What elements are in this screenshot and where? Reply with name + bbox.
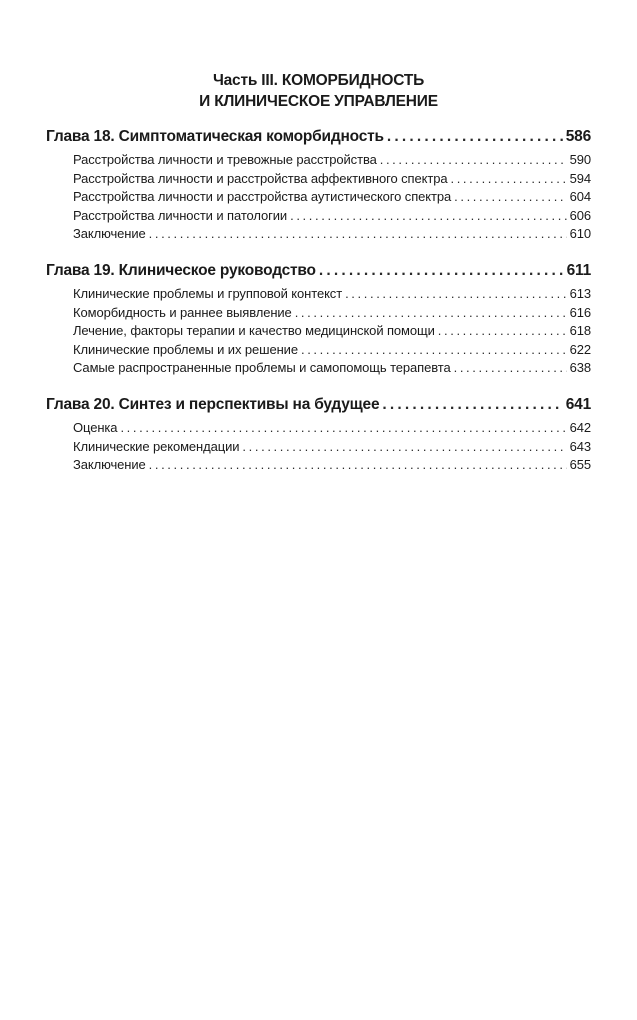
chapter-19 [46, 260, 591, 378]
chapter-heading [46, 394, 591, 416]
entry-page-number: 622 [569, 341, 591, 357]
chapter-page-number: 611 [566, 261, 591, 279]
entry-label: Расстройства личности и расстройства аутистического спектра [73, 189, 452, 205]
chapter-title: Глава 18. Симптоматическая коморбидность [46, 128, 384, 145]
entry-page-number: 642 [569, 419, 591, 435]
chapter-heading [46, 126, 591, 148]
entry-page-number: 616 [569, 304, 591, 320]
toc-entry [46, 322, 591, 341]
toc-entry [46, 419, 591, 438]
part-title-line-1: Часть III. КОМОРБИДНОСТЬ [212, 72, 425, 89]
dot-leader [454, 359, 567, 378]
entry-label: Расстройства личности и тревожные расстройства [73, 152, 377, 167]
entry-label: Расстройства личности и расстройства аффективного спектра [73, 170, 448, 186]
dot-leader [319, 260, 564, 282]
entry-label: Лечение, факторы терапии и качество медицинской помощи [73, 323, 435, 339]
entry-label: Заключение [73, 226, 146, 242]
chapter-page-number: 641 [565, 395, 591, 413]
toc-entry [46, 225, 591, 244]
toc-entry [46, 188, 591, 207]
toc-entry [46, 285, 591, 304]
toc-page [46, 70, 591, 491]
dot-leader [382, 394, 562, 416]
toc-entry [46, 207, 591, 226]
dot-leader [345, 285, 567, 304]
entry-label: Клинические проблемы и групповой контекст [73, 285, 343, 301]
entry-label: Заключение [73, 457, 146, 473]
part-title [46, 70, 591, 112]
toc-entry [46, 456, 591, 475]
toc-entry [46, 359, 591, 378]
entry-page-number: 594 [569, 170, 591, 186]
chapter-title: Глава 19. Клиническое руководство [46, 261, 316, 279]
entry-page-number: 590 [569, 152, 591, 167]
entry-page-number: 655 [569, 457, 591, 473]
chapter-18 [46, 126, 591, 244]
dot-leader [454, 188, 566, 207]
dot-leader [380, 151, 567, 170]
entry-page-number: 638 [569, 360, 591, 376]
entry-page-number: 643 [569, 438, 591, 454]
dot-leader [120, 419, 566, 438]
part-title-line-2: И КЛИНИЧЕСКОЕ УПРАВЛЕНИЕ [199, 93, 438, 110]
dot-leader [301, 341, 567, 360]
entry-label: Коморбидность и раннее выявление [73, 304, 292, 320]
entry-page-number: 604 [569, 189, 591, 205]
dot-leader [149, 456, 567, 475]
chapter-heading [46, 260, 591, 282]
dot-leader [295, 304, 567, 323]
chapter-title: Глава 20. Синтез и перспективы на будущее [46, 395, 380, 413]
dot-leader [290, 207, 567, 226]
dot-leader [387, 126, 563, 148]
dot-leader [149, 225, 567, 244]
toc-entry [46, 438, 591, 457]
toc-entry [46, 170, 591, 189]
entry-label: Расстройства личности и патологии [73, 207, 288, 223]
entry-page-number: 613 [569, 285, 591, 301]
entry-page-number: 618 [569, 323, 591, 339]
toc-entry [46, 304, 591, 323]
entry-label: Самые распространенные проблемы и самопомощь терапевта [73, 360, 451, 376]
entry-page-number: 606 [569, 207, 591, 223]
entry-label: Оценка [73, 419, 118, 435]
entry-label: Клинические рекомендации [73, 438, 240, 454]
entry-label: Клинические проблемы и их решение [73, 341, 298, 357]
dot-leader [438, 322, 567, 341]
dot-leader [450, 170, 566, 189]
chapter-20 [46, 394, 591, 475]
chapter-page-number: 586 [565, 128, 591, 145]
entry-page-number: 610 [569, 226, 591, 242]
toc-entry [46, 151, 591, 170]
dot-leader [242, 438, 566, 457]
toc-entry [46, 341, 591, 360]
